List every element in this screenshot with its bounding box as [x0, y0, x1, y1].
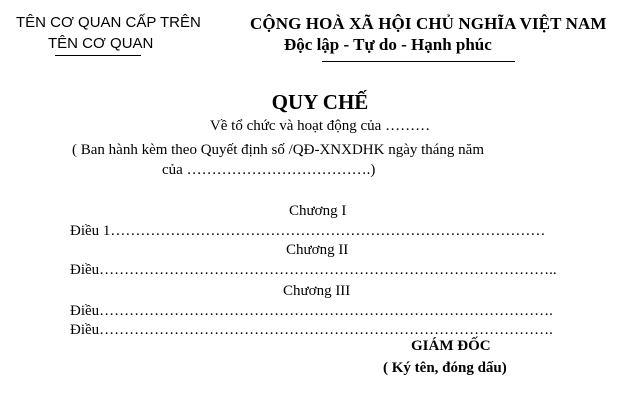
document-title: QUY CHẾ — [271, 90, 369, 114]
article-line: Điều 1…………………………………………………………………………… — [70, 223, 546, 239]
chapter-heading: Chương I — [289, 203, 347, 219]
agency-underline — [55, 55, 141, 56]
signatory-title: GIÁM ĐỐC — [411, 338, 491, 354]
issuance-note-line2: của ……………………………….) — [162, 162, 376, 178]
signature-note: ( Ký tên, đóng dấu) — [383, 360, 507, 376]
article-line: Điều………………………………………………………………………………. — [70, 303, 553, 319]
agency-name: TÊN CƠ QUAN — [48, 35, 154, 52]
article-line: Điều………………………………………………………………………………. — [70, 322, 553, 338]
article-line: Điều……………………………………………………………………………….. — [70, 262, 557, 278]
motto-underline — [322, 61, 515, 62]
chapter-heading: Chương II — [286, 242, 349, 258]
parent-agency-name: TÊN CƠ QUAN CẤP TRÊN — [16, 14, 201, 31]
chapter-heading: Chương III — [283, 283, 351, 299]
document-subtitle: Về tổ chức và hoạt động của ……… — [209, 118, 431, 134]
national-title: CỘNG HOÀ XÃ HỘI CHỦ NGHĨA VIỆT NAM — [250, 14, 607, 33]
issuance-note-line1: ( Ban hành kèm theo Quyết định số /QĐ-XNXDHK ngày tháng năm — [72, 142, 485, 158]
national-motto: Độc lập - Tự do - Hạnh phúc — [284, 35, 492, 54]
